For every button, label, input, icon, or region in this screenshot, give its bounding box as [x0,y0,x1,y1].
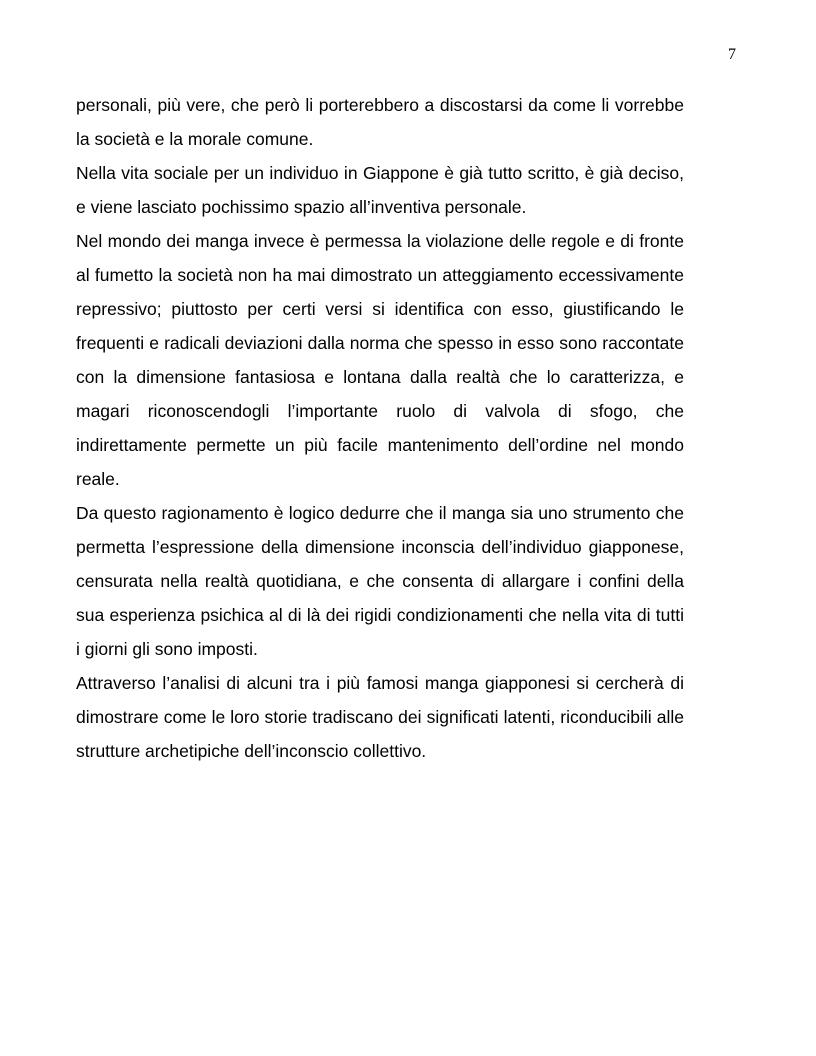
document-body [76,88,684,768]
page-number: 7 [728,46,736,63]
paragraph-4: Da questo ragionamento è logico dedurre che il manga sia uno strumento che permetta l’espressione della dimensione inconscia dell’individuo giapponese, censurata nella realtà quotidiana, e che consenta di allargare i confini della sua esperienza psichica al di là dei rigidi condizionamenti che nella vita di tutti i giorni gli sono imposti. [76,503,684,659]
paragraph-3: Nel mondo dei manga invece è permessa la violazione delle regole e di fronte al fumetto la società non ha mai dimostrato un atteggiamento eccessivamente repressivo; piuttosto per certi versi si identifica con esso, giustificando le frequenti e radicali deviazioni dalla norma che spesso in esso sono raccontate con la dimensione fantasiosa e lontana dalla realtà che lo caratterizza, e magari riconoscendogli l’importante ruolo di valvola di sfogo, che indirettamente permette un più facile mantenimento dell’ordine nel mondo reale. [76,231,684,489]
paragraph-1: personali, più vere, che però li porterebbero a discostarsi da come li vorrebbe la società e la morale comune. [76,95,684,149]
paragraph-5: Attraverso l’analisi di alcuni tra i più famosi manga giapponesi si cercherà di dimostrare come le loro storie tradiscano dei significati latenti, riconducibili alle strutture archetipiche dell’inconscio collettivo. [76,673,684,761]
paragraph-2: Nella vita sociale per un individuo in Giappone è già tutto scritto, è già deciso, e viene lasciato pochissimo spazio all’inventiva personale. [76,163,684,217]
